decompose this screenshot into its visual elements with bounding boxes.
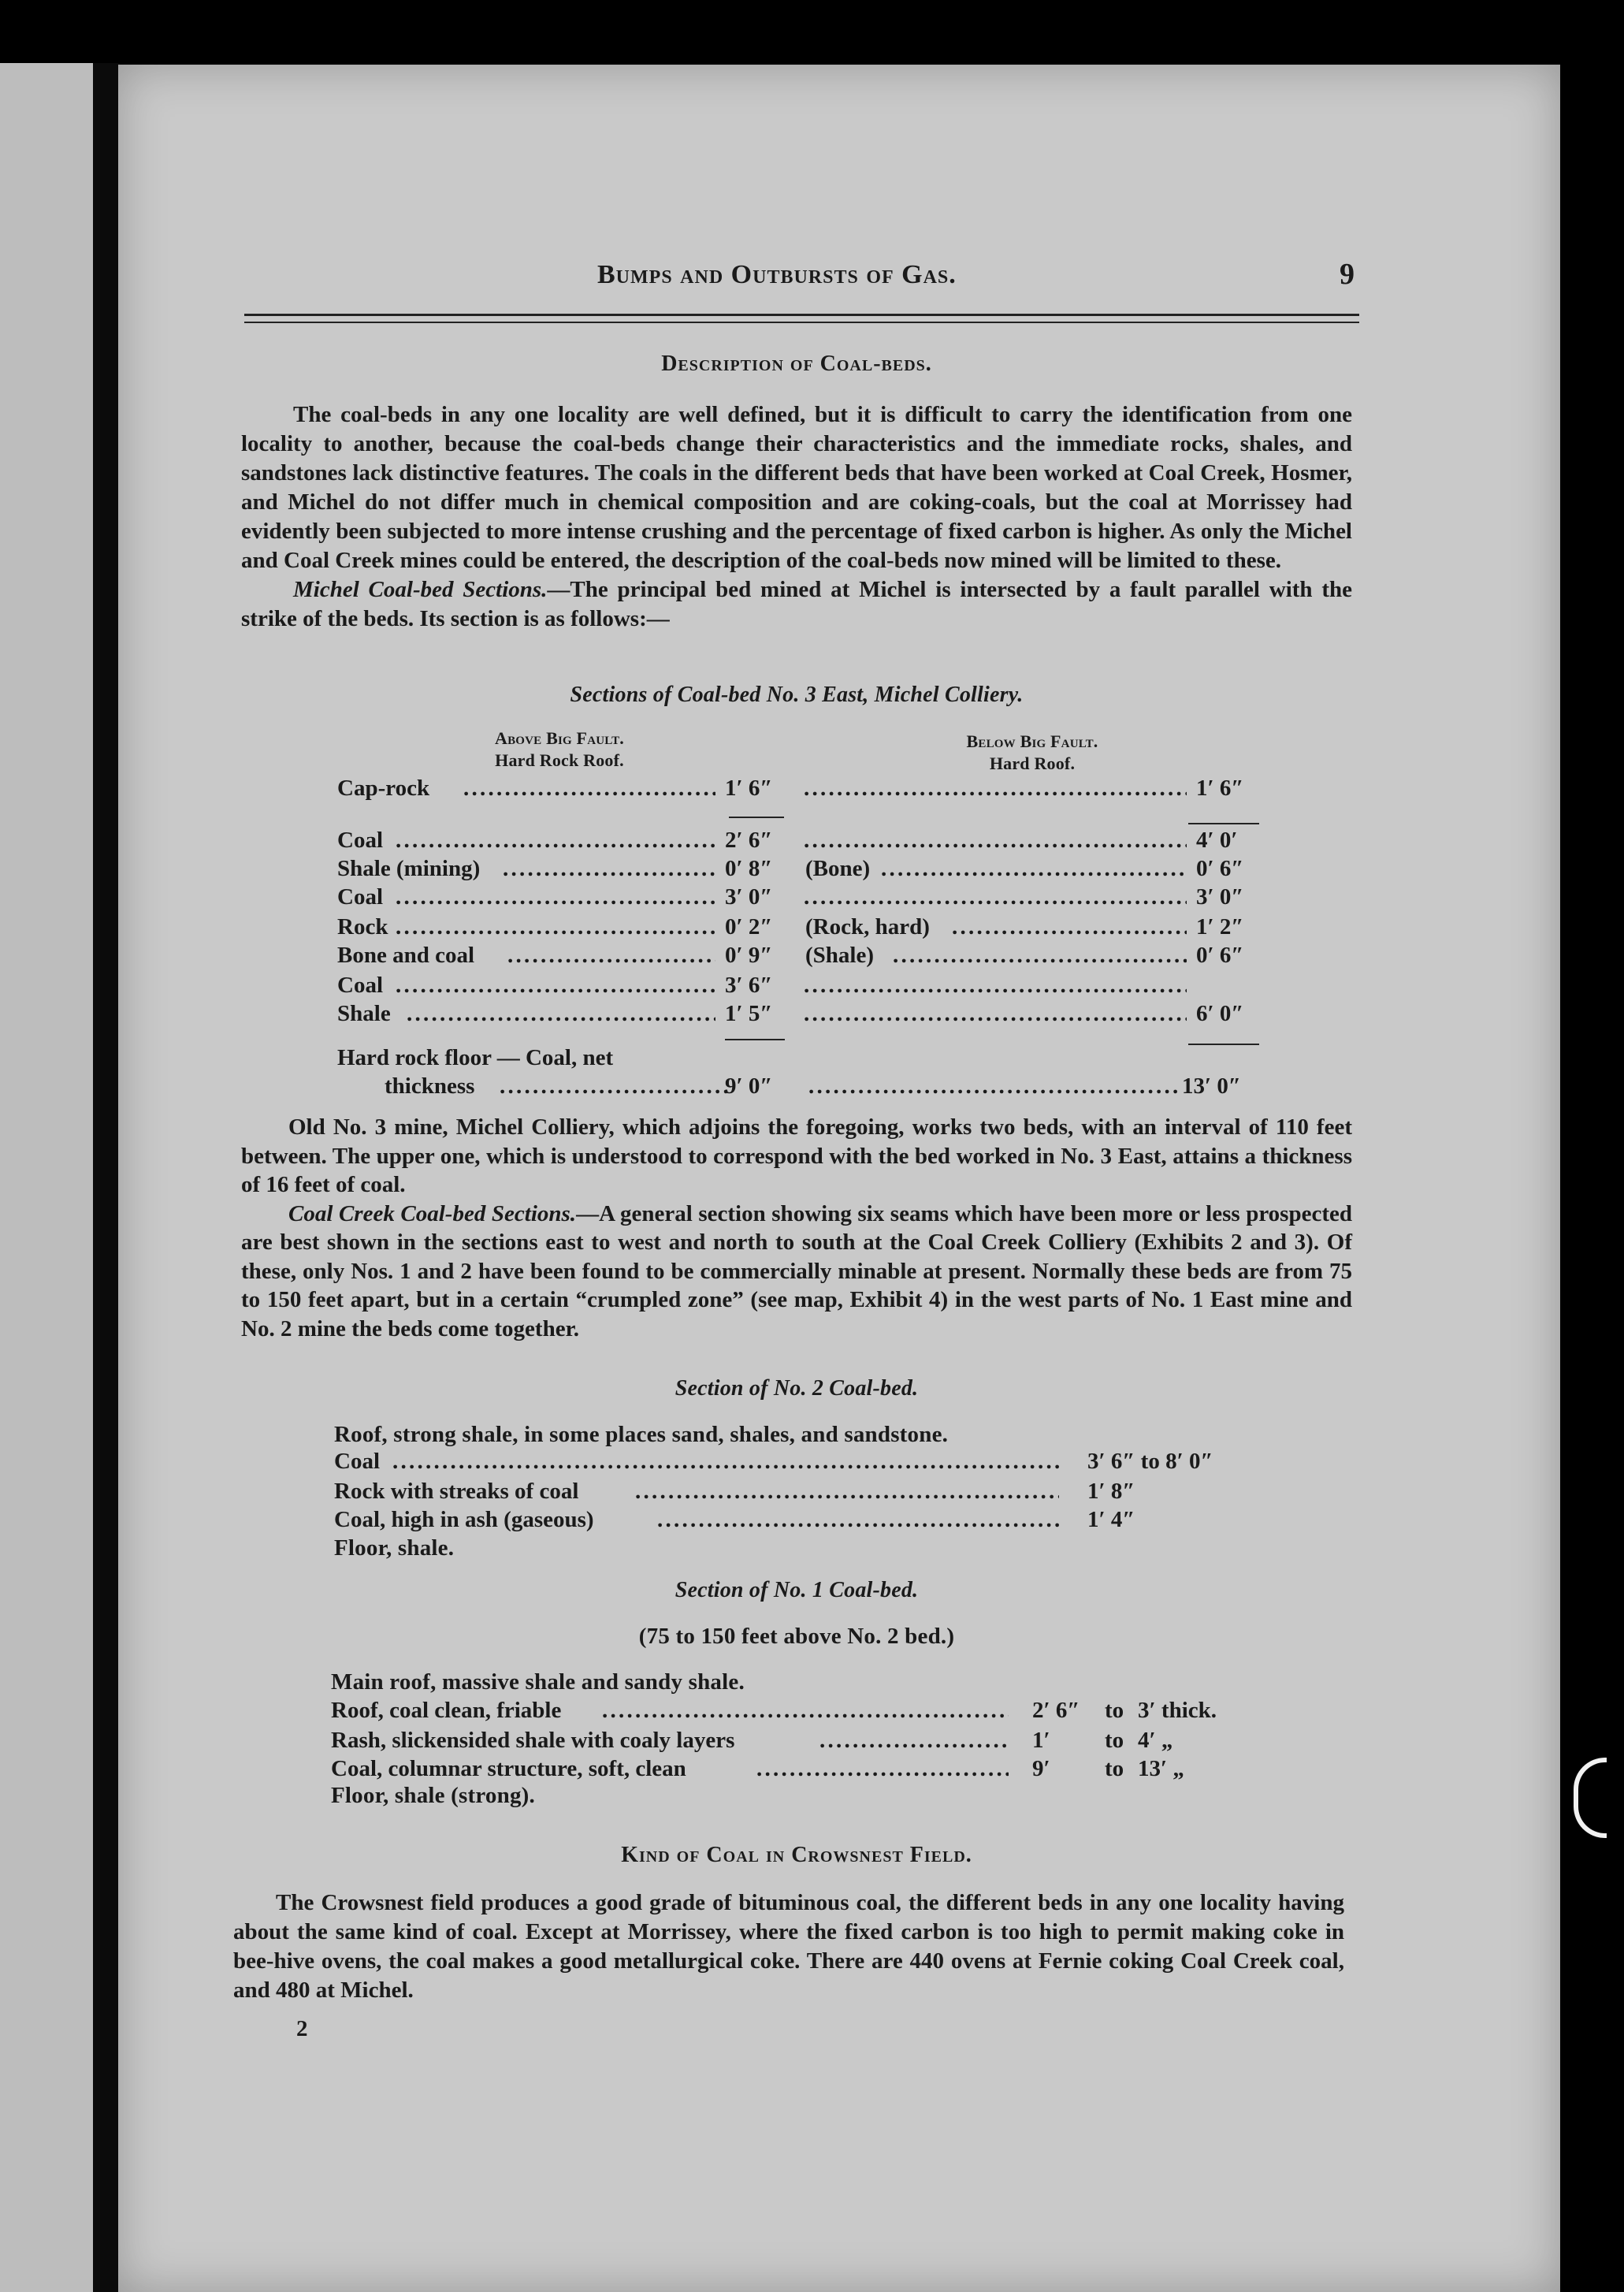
table3-leader: [756, 1756, 1009, 1782]
table3-row-label: Coal, columnar structure, soft, clean: [331, 1756, 686, 1781]
table1-left-subheading: Hard Rock Roof.: [495, 750, 624, 770]
table3-leader: [602, 1698, 1009, 1724]
table1-row-right-value: 3′ 0″: [1196, 884, 1244, 910]
table3-row-to-value: 4′ „: [1138, 1728, 1173, 1753]
table1-leader-right: [804, 884, 1187, 910]
table1-leader-left: [503, 856, 715, 882]
table1-right-heading: Below Big Fault.: [966, 731, 1098, 751]
table3-row-to-word: to: [1105, 1756, 1124, 1781]
table3-row-label: Rash, slickensided shale with coaly layers: [331, 1728, 735, 1753]
table1-row-label: Shale: [337, 1001, 391, 1026]
table3-row-to-word: to: [1105, 1728, 1124, 1753]
table2-row-value: 1′ 8″: [1087, 1479, 1135, 1504]
table1-leader-left: [396, 914, 715, 940]
table1-leader-right: [881, 856, 1187, 882]
table1-row-label: Bone and coal: [337, 943, 475, 968]
table1-row-right-value: 0′ 6″: [1196, 856, 1244, 881]
header-rule-top: [244, 314, 1359, 316]
table3-row-from: 1′: [1032, 1728, 1050, 1753]
table2-roof: Roof, strong shale, in some places sand, shales, and sandstone.: [334, 1422, 949, 1447]
section-heading-kind-of-coal: Kind of Coal in Crowsnest Field.: [621, 1843, 972, 1867]
table1-row-left-value: 1′ 5″: [725, 1001, 773, 1026]
running-title: Bumps and Outbursts of Gas.: [597, 260, 957, 289]
table1-leader-right: [893, 943, 1187, 969]
paragraph-4-text: —A general section showing six seams which have been more or less prospected are best shown in the sections east to west and north to south at the Coal Creek Colliery (Exhibits 2 and 3). Of these, only Nos. 1 and 2 have been found to be commercially minable at present. Normally these beds are from 75 to 150 feet apart, but in a certain “crumpled zone” (see map, Exhibit 4) in the west parts of No. 1 East mine and No. 2 mine the beds come together.: [241, 1200, 1352, 1341]
table1-leader-right: [804, 776, 1187, 802]
table1-row-label: Coal: [337, 973, 383, 998]
table3-row-to-word: to: [1105, 1698, 1124, 1723]
table1-right-subheading: Hard Roof.: [989, 753, 1076, 773]
table1-leader-right: [804, 973, 1187, 999]
table1-leader-left: [396, 973, 715, 999]
table3-row-from: 9′: [1032, 1756, 1050, 1781]
table1-leader-right: [804, 1001, 1187, 1027]
table1-row-label: Rock: [337, 914, 388, 939]
table1-leader-left: [463, 776, 715, 802]
table1-total-left: 9′ 0″: [725, 1073, 773, 1099]
paragraph-2-lead: Michel Coal-bed Sections.: [293, 577, 548, 602]
paragraph-5: The Crowsnest field produces a good grade of bituminous coal, the different beds in any one locality having about the same kind of coal. Except at Morrissey, where the fixed carbon is too high to permit making coke in bee-hive ovens, the coal makes a good metallurgical coke. There are 440 ovens at Fernie coking Coal Creek coal, and 480 at Michel.: [233, 1890, 1344, 2003]
table1-row-right-label: (Shale): [805, 943, 874, 968]
table1-row-left-value: 3′ 0″: [725, 884, 773, 910]
table1-total-leader-left: [500, 1073, 728, 1099]
paragraph-4-lead: Coal Creek Coal-bed Sections.: [288, 1200, 577, 1226]
table1-left-sum-rule: [725, 1039, 785, 1040]
table1-row-right-value: 6′ 0″: [1196, 1001, 1244, 1026]
table2-row-label: Coal: [334, 1449, 380, 1474]
table1-caption: Sections of Coal-bed No. 3 East, Michel Colliery.: [570, 683, 1024, 707]
binding-gutter: [93, 63, 120, 2292]
facing-page-edge: [0, 63, 93, 2292]
paragraph-description: [241, 400, 1352, 634]
signature-mark: 2: [296, 2016, 308, 2041]
page-number: 9: [1340, 258, 1355, 291]
section-heading-description: Description of Coal-beds.: [661, 352, 932, 376]
table1-row-right-value: 4′ 0′: [1196, 828, 1238, 853]
table1-right-sum-rule-top: [1188, 823, 1259, 824]
table1-row-right-value: 1′ 2″: [1196, 914, 1244, 939]
header-rule-bottom: [244, 322, 1359, 323]
table1-row-left-value: 2′ 6″: [725, 828, 773, 853]
paragraph-2-text: —The principal bed mined at Michel is intersected by a fault parallel with the strike of the beds. Its section is as follows:—: [241, 577, 1352, 631]
table2-floor: Floor, shale.: [334, 1535, 455, 1561]
table1-row-left-value: 0′ 2″: [725, 914, 773, 939]
table1-leader-left: [507, 943, 715, 969]
table1-row-left-value: 1′ 6″: [725, 776, 773, 801]
table1-row-left-value: 0′ 8″: [725, 856, 773, 881]
table1-row-label: Coal: [337, 828, 383, 853]
table1-row-right-label: (Rock, hard): [805, 914, 930, 939]
table1-right-sum-rule: [1188, 1044, 1259, 1045]
page-fold-mark: [1574, 1758, 1607, 1838]
table1-left-sum-rule-top: [729, 817, 784, 818]
table2-row-value: 1′ 4″: [1087, 1507, 1135, 1532]
table1-row-right-value: 0′ 6″: [1196, 943, 1244, 968]
table1-total-label2: thickness: [385, 1073, 475, 1099]
table1-row-label: Cap-rock: [337, 776, 430, 801]
paragraph-4: [241, 1200, 1352, 1344]
table1-leader-right: [804, 828, 1187, 854]
table3-leader: [819, 1728, 1009, 1754]
table3-row-to-value: 3′ thick.: [1138, 1698, 1217, 1723]
table2-leader: [657, 1507, 1059, 1533]
table2-row-value: 3′ 6″ to 8′ 0″: [1087, 1449, 1213, 1474]
table1-leader-left: [396, 884, 715, 910]
paragraph-crowsnest: [233, 1888, 1344, 2005]
table1-leader-left: [396, 828, 715, 854]
table3-row-to-value: 13′ „: [1138, 1756, 1184, 1781]
table1-leader-right: [952, 914, 1187, 940]
table3-floor: Floor, shale (strong).: [331, 1783, 535, 1808]
table1-total-label1: [337, 1045, 613, 1071]
table1-left-heading: Above Big Fault.: [494, 728, 624, 748]
table3-roof: Main roof, massive shale and sandy shale.: [331, 1669, 745, 1695]
table1-leader-left: [407, 1001, 715, 1027]
table1-row-label: Shale (mining): [337, 856, 481, 881]
table2-row-label: Coal, high in ash (gaseous): [334, 1507, 594, 1532]
table1-row-right-value: 1′ 6″: [1196, 776, 1244, 801]
table3-caption: Section of No. 1 Coal-bed.: [674, 1578, 919, 1602]
table2-leader: [392, 1449, 1059, 1475]
paragraph-3: Old No. 3 mine, Michel Colliery, which adjoins the foregoing, works two beds, with an interval of 110 feet between. The upper one, which is understood to correspond with the bed worked in No. 3 East, attains a thickness of 16 feet of coal.: [241, 1114, 1352, 1197]
table1-total-right: 13′ 0″: [1182, 1073, 1241, 1099]
table3-subcaption: (75 to 150 feet above No. 2 bed.): [638, 1624, 955, 1649]
paragraph-coal-creek: [241, 1113, 1352, 1343]
table2-caption: Section of No. 2 Coal-bed.: [674, 1376, 919, 1401]
table1-row-left-value: 3′ 6″: [725, 973, 773, 998]
table1-total-text1: Hard rock floor — Coal, net: [337, 1045, 614, 1070]
paragraph-1: The coal-beds in any one locality are well defined, but it is difficult to carry the identification from one locality to another, because the coal-beds change their characteristics and the immediate rocks, shales, and sandstones lack distinctive features. The coals in the different beds that have been worked at Coal Creek, Hosmer, and Michel do not differ much in chemical composition and are coking-coals, but the coal at Morrissey had evidently been subjected to more intense crushing and the percentage of fixed carbon is higher. As only the Michel and Coal Creek mines could be entered, the description of the coal-beds now mined will be limited to these.: [241, 402, 1352, 573]
table2-leader: [635, 1479, 1059, 1505]
table3-row-label: Roof, coal clean, friable: [331, 1698, 562, 1723]
table1-total-leader-right: [808, 1073, 1179, 1099]
table1-row-right-label: (Bone): [805, 856, 871, 881]
table3-row-from: 2′ 6″: [1032, 1698, 1080, 1723]
table2-row-label: Rock with streaks of coal: [334, 1479, 579, 1504]
table1-row-left-value: 0′ 9″: [725, 943, 773, 968]
table1-row-label: Coal: [337, 884, 383, 910]
paragraph-2: [241, 575, 1352, 634]
